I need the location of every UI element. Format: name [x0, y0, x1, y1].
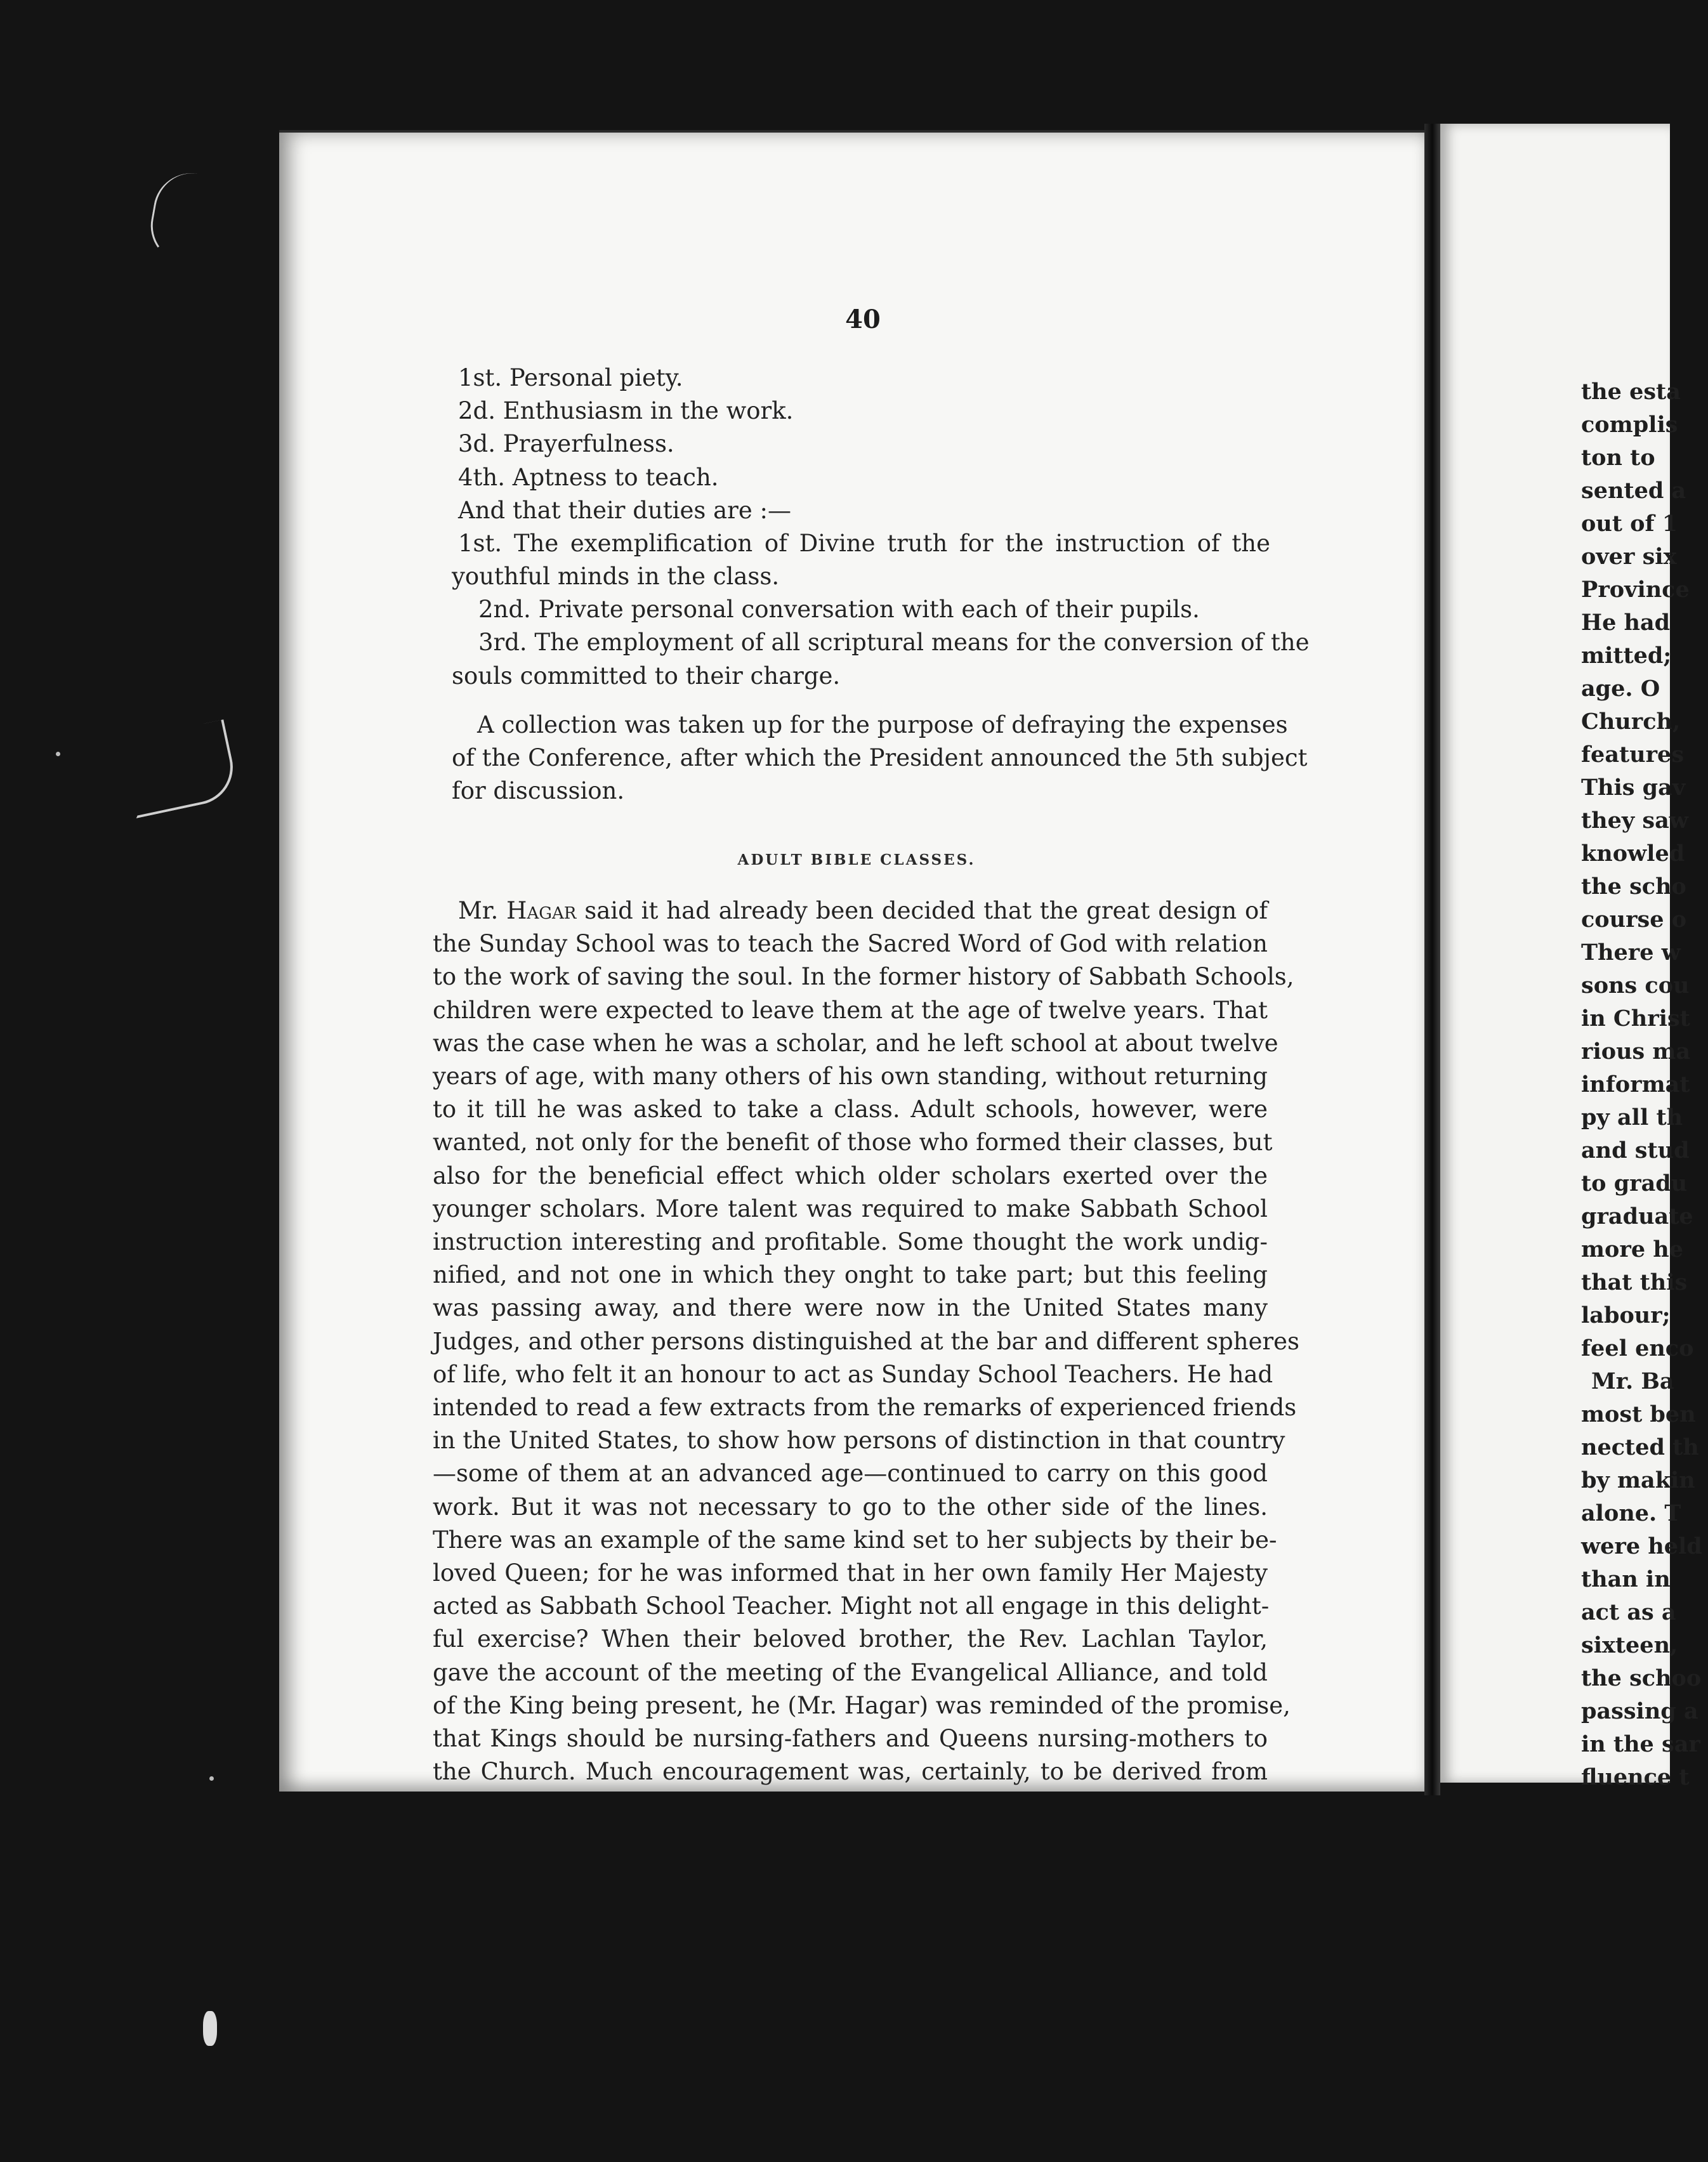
right-page-line: over six: [1581, 544, 1677, 570]
paragraph-line: of the Conference, after which the President announced the 5th subject: [452, 744, 1308, 772]
paragraph-line: ful exercise? When their beloved brother, the Rev. Lachlan Taylor,: [433, 1625, 1268, 1653]
dust-speck: [56, 752, 60, 756]
right-page-line: This gav: [1581, 775, 1686, 801]
right-page-line: that this: [1581, 1269, 1688, 1295]
right-page-line: alone. T: [1581, 1500, 1681, 1526]
right-page-line: than in: [1581, 1566, 1671, 1592]
right-page-line: most ben: [1581, 1401, 1696, 1427]
paragraph-line: for discussion.: [452, 777, 625, 805]
right-page-line: graduate: [1581, 1203, 1693, 1229]
page-number: 40: [845, 305, 881, 334]
paragraph-line: of life, who felt it an honour to act as Sunday School Teachers. He had: [433, 1360, 1273, 1388]
right-page-line: labour;: [1581, 1302, 1671, 1328]
hagar-paragraph: [433, 894, 1300, 1788]
paragraph-line: younger scholars. More talent was required to make Sabbath School: [433, 1195, 1268, 1222]
paragraph-line: —some of them at an advanced age—continued to carry on this good: [433, 1460, 1268, 1488]
qualification-item: 4th. Aptness to teach.: [458, 463, 719, 491]
right-page-line: sented a: [1581, 478, 1686, 504]
paragraph-line: [433, 894, 1268, 927]
paragraph-line: the Church. Much encouragement was, certainly, to be derived from: [433, 1758, 1268, 1786]
margin-scratch-mark: [145, 167, 214, 266]
paragraph-line: to it till he was asked to take a class. Adult schools, however, were: [433, 1096, 1268, 1124]
paragraph-line: work. But it was not necessary to go to the other side of the lines.: [433, 1493, 1268, 1521]
duties-list: [452, 560, 1310, 693]
qualifications-list: [458, 362, 1270, 560]
right-page-line: in Christ: [1581, 1006, 1690, 1032]
paragraph-line: instruction interesting and profitable. Some thought the work undig-: [433, 1228, 1268, 1256]
right-page-line: and stud: [1581, 1137, 1690, 1163]
right-page-line: Province: [1581, 577, 1690, 603]
paragraph-line: that Kings should be nursing-fathers and Queens nursing-mothers to: [433, 1725, 1268, 1753]
right-page-line: rious ma: [1581, 1038, 1691, 1065]
paragraph-line: years of age, with many others of his own standing, without returning: [433, 1063, 1268, 1091]
paragraph-line: in the United States, to show how persons of distinction in that country: [433, 1427, 1285, 1455]
right-page-line: nected th: [1581, 1434, 1699, 1460]
paragraph-line: There was an example of the same kind set to her subjects by their be-: [433, 1526, 1277, 1554]
right-page-line: features: [1581, 742, 1685, 768]
right-page-line: they saw: [1581, 808, 1688, 834]
right-page-line: passing a: [1581, 1698, 1698, 1724]
paragraph-line: was passing away, and there were now in the United States many: [433, 1294, 1268, 1322]
right-page-line: the scho: [1581, 874, 1686, 900]
right-page-line: by makin: [1581, 1467, 1695, 1493]
book-gutter: [1424, 124, 1440, 1795]
right-page-line: act as a: [1581, 1599, 1676, 1625]
duty-line: 1st. The exemplification of Divine truth for the instruction of the: [458, 530, 1270, 558]
duties-intro: And that their duties are :—: [458, 496, 791, 524]
paragraph-line: intended to read a few extracts from the remarks of experienced friends: [433, 1394, 1297, 1422]
right-page-line: more he: [1581, 1236, 1683, 1262]
margin-scratch-mark: [120, 719, 240, 818]
margin-scratch-mark: [203, 2011, 217, 2046]
speaker-prefix: Mr.: [458, 897, 499, 924]
right-page-line: sons cou: [1581, 973, 1690, 999]
right-page-text: [1581, 376, 1708, 1794]
dust-speck: [209, 1776, 214, 1781]
right-page-line: py all th: [1581, 1104, 1683, 1130]
right-page-line: feel enco: [1581, 1335, 1694, 1361]
right-page-line: ton to: [1581, 445, 1655, 471]
right-page-line: in the sar: [1581, 1731, 1700, 1757]
right-page-line: course o: [1581, 907, 1687, 933]
right-page-line: mitted;: [1581, 643, 1672, 669]
paragraph-line: nified, and not one in which they onght to take part; but this feeling: [433, 1261, 1268, 1289]
duty-line: youthful minds in the class.: [452, 563, 780, 590]
right-page-line: knowled: [1581, 841, 1685, 867]
right-page-line: complis: [1581, 412, 1678, 438]
right-page-line: age. O: [1581, 676, 1660, 702]
duty-line: 2nd. Private personal conversation with each of their pupils.: [478, 596, 1200, 624]
right-page-line: were held: [1581, 1533, 1702, 1559]
speaker-name: Hagar: [506, 897, 577, 924]
right-page-line: to gradu: [1581, 1170, 1688, 1196]
paragraph-line: loved Queen; for he was informed that in her own family Her Majesty: [433, 1559, 1268, 1587]
right-page-line: informat: [1581, 1071, 1690, 1097]
right-page-line: the esta: [1581, 379, 1681, 405]
right-page-line: There w: [1581, 940, 1681, 966]
duty-line: souls committed to their charge.: [452, 662, 841, 690]
right-page-line: out of 1: [1581, 511, 1678, 537]
right-page-line: the schoo: [1581, 1665, 1702, 1691]
paragraph-line: children were expected to leave them at the age of twelve years. That: [433, 996, 1268, 1024]
section-heading: ADULT BIBLE CLASSES.: [737, 851, 976, 868]
paragraph-line: Judges, and other persons distinguished at the bar and different spheres: [433, 1327, 1300, 1355]
paragraph-line: A collection was taken up for the purpose of defraying the expenses: [477, 711, 1288, 738]
paragraph-line: wanted, not only for the benefit of those who formed their classes, but: [433, 1129, 1273, 1156]
paragraph-line: acted as Sabbath School Teacher. Might not all engage in this delight-: [433, 1592, 1270, 1620]
qualification-item: 2d. Enthusiasm in the work.: [458, 397, 794, 425]
paragraph-line: gave the account of the meeting of the Evangelical Alliance, and told: [433, 1658, 1268, 1686]
right-page-line: Mr. Ba: [1591, 1368, 1674, 1394]
paragraph-line: also for the beneficial effect which older scholars exerted over the: [433, 1162, 1268, 1189]
qualification-item: 3d. Prayerfulness.: [458, 430, 674, 458]
paragraph-line: to the work of saving the soul. In the former history of Sabbath Schools,: [433, 963, 1294, 991]
right-page-line: fluence t: [1581, 1764, 1690, 1790]
paragraph-line: was the case when he was a scholar, and he left school at about twelve: [433, 1029, 1278, 1057]
duty-line: 3rd. The employment of all scriptural means for the conversion of the: [478, 629, 1310, 657]
paragraph-line: of the King being present, he (Mr. Hagar) was reminded of the promise,: [433, 1691, 1291, 1719]
right-page-line: sixteen,: [1581, 1632, 1678, 1658]
right-page-line: Church,: [1581, 709, 1681, 735]
paragraph-line: the Sunday School was to teach the Sacred Word of God with relation: [433, 930, 1268, 958]
qualification-item: 1st. Personal piety.: [458, 364, 683, 391]
collection-paragraph: [452, 709, 1308, 808]
paragraph-line-text: said it had already been decided that the great design of: [584, 897, 1268, 924]
right-page-line: He had: [1581, 610, 1671, 636]
